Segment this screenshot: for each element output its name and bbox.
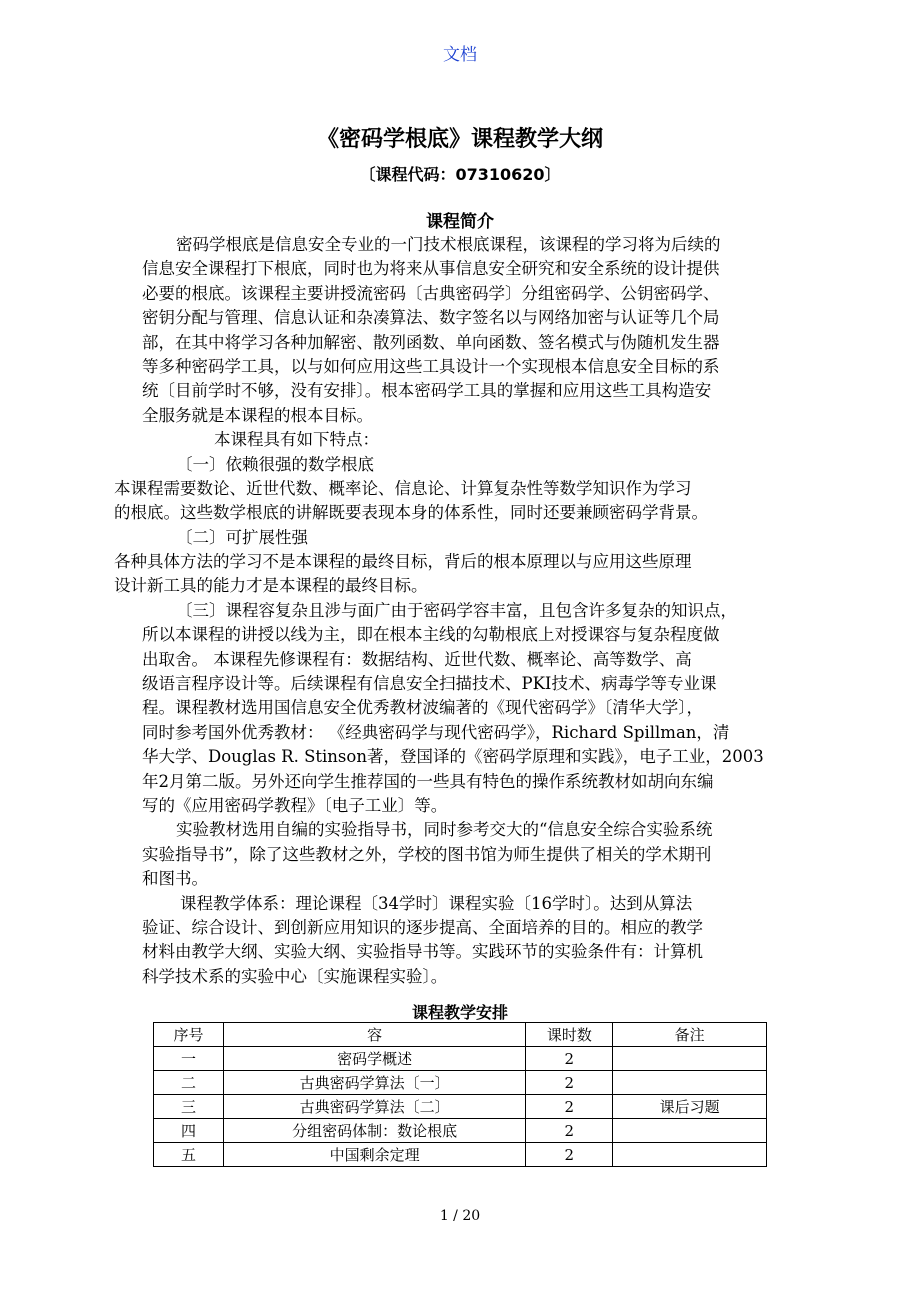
cell-index: 一 — [154, 1047, 224, 1071]
text-line: 实验教材选用自编的实验指导书，同时参考交大的“信息安全综合实验系统 — [176, 820, 713, 840]
course-code: 〔课程代码：07310620〕 — [359, 165, 561, 184]
table-header-row — [154, 1023, 767, 1047]
cell-hours: 2 — [526, 1143, 613, 1167]
page-header: 文档 — [443, 45, 477, 65]
text-line: 设计新工具的能力才是本课程的最终目标。 — [114, 576, 428, 596]
cell-content: 古典密码学算法〔一〕 — [223, 1071, 526, 1095]
text-line: 同时参考国外优秀教材： 《经典密码学与现代密码学》，Richard Spillman，清 — [142, 722, 730, 742]
text-line: 部，在其中将学习各种加解密、散列函数、单向函数、签名模式与伪随机发生器 — [142, 332, 720, 352]
text-line: 课程教学体系：理论课程〔34学时〕课程实验〔16学时〕。达到从算法 — [180, 893, 693, 913]
text-line: 实验指导书”，除了这些教材之外，学校的图书馆为师生提供了相关的学术期刊 — [142, 844, 712, 864]
cell-notes — [613, 1119, 767, 1143]
section-title: 课程简介 — [426, 212, 494, 232]
text-line: 材料由教学大纲、实验大纲、实验指导书等。实践环节的实验条件有：计算机 — [142, 942, 703, 962]
col-header-hours: 课时数 — [526, 1023, 613, 1047]
cell-hours: 2 — [526, 1095, 613, 1119]
cell-index: 二 — [154, 1071, 224, 1095]
table-title: 课程教学安排 — [411, 1003, 508, 1022]
cell-index: 三 — [154, 1095, 224, 1119]
cell-hours: 2 — [526, 1071, 613, 1095]
text-line: 全服务就是本课程的根本目标。 — [142, 405, 373, 425]
text-line: 年2月第二版。另外还向学生推荐国的一些具有特色的操作系统教材如胡向东编 — [142, 771, 714, 791]
col-header-notes: 备注 — [613, 1023, 767, 1047]
col-header-content: 容 — [223, 1023, 526, 1047]
text-line: 必要的根底。该课程主要讲授流密码〔古典密码学〕分组密码学、公钥密码学、 — [142, 283, 720, 303]
text-line: 信息安全课程打下根底，同时也为将来从事信息安全研究和安全系统的设计提供 — [142, 259, 720, 279]
text-line: 的根底。这些数学根底的讲解既要表现本身的体系性，同时还要兼顾密码学背景。 — [114, 503, 708, 523]
cell-content: 分组密码体制：数论根底 — [223, 1119, 526, 1143]
cell-notes — [613, 1047, 767, 1071]
text-line: 密码学根底是信息安全专业的一门技术根底课程，该课程的学习将为后续的 — [176, 235, 721, 254]
table-row — [154, 1143, 767, 1167]
page-number: 1 / 20 — [439, 1208, 481, 1224]
text-line: 级语言程序设计等。后续课程有信息安全扫描技术、PKI技术、病毒学等专业课 — [142, 674, 717, 694]
text-line: 〔三〕课程容复杂且涉与面广由于密码学容丰富，且包含许多复杂的知识点， — [176, 600, 737, 620]
cell-content: 中国剩余定理 — [223, 1143, 526, 1167]
col-header-index: 序号 — [154, 1023, 224, 1047]
text-line: 写的《应用密码学教程》〔电子工业〕等。 — [142, 795, 448, 815]
text-line: 密钥分配与管理、信息认证和杂凑算法、数字签名以与网络加密与认证等几个局 — [142, 308, 720, 328]
text-line: 〔二〕可扩展性强 — [176, 527, 308, 547]
text-line: 科学技术系的实验中心〔实施课程实验〕。 — [142, 966, 448, 986]
text-line: 验证、综合设计、到创新应用知识的逐步提高、全面培养的目的。相应的教学 — [142, 917, 703, 937]
text-line: 华大学、Douglas R. Stinson著，登国译的《密码学原理和实践》，电子工业，2003 — [142, 747, 764, 767]
cell-content: 密码学概述 — [223, 1047, 526, 1071]
cell-hours: 2 — [526, 1047, 613, 1071]
cell-notes — [613, 1143, 767, 1167]
schedule-table — [153, 1022, 767, 1167]
text-line: 本课程具有如下特点： — [214, 430, 379, 450]
text-line: 等多种密码学工具，以与如何应用这些工具设计一个实现根本信息安全目标的系 — [142, 356, 720, 376]
text-line: 统〔目前学时不够，没有安排〕。根本密码学工具的掌握和应用这些工具构造安 — [142, 381, 712, 401]
cell-notes: 课后习题 — [613, 1095, 767, 1119]
text-line: 〔一〕依赖很强的数学根底 — [176, 454, 374, 474]
document-title: 《密码学根底》课程教学大纲 — [316, 127, 603, 152]
text-line: 出取舍。 本课程先修课程有：数据结构、近世代数、概率论、高等数学、高 — [142, 649, 692, 669]
text-line: 和图书。 — [142, 869, 208, 889]
text-line: 程。课程教材选用国信息安全优秀教材波编著的《现代密码学》〔清华大学〕， — [142, 698, 703, 718]
text-line: 所以本课程的讲授以线为主，即在根本主线的勾勒根底上对授课容与复杂程度做 — [142, 625, 720, 645]
table-row — [154, 1047, 767, 1071]
text-line: 各种具体方法的学习不是本课程的最终目标，背后的根本原理以与应用这些原理 — [114, 552, 692, 572]
cell-content: 古典密码学算法〔二〕 — [223, 1095, 526, 1119]
cell-notes — [613, 1071, 767, 1095]
intro-text — [114, 233, 782, 989]
table-row — [154, 1071, 767, 1095]
text-line: 本课程需要数论、近世代数、概率论、信息论、计算复杂性等数学知识作为学习 — [114, 478, 692, 498]
cell-index: 四 — [154, 1119, 224, 1143]
cell-index: 五 — [154, 1143, 224, 1167]
table-row — [154, 1095, 767, 1119]
table-row — [154, 1119, 767, 1143]
cell-hours: 2 — [526, 1119, 613, 1143]
